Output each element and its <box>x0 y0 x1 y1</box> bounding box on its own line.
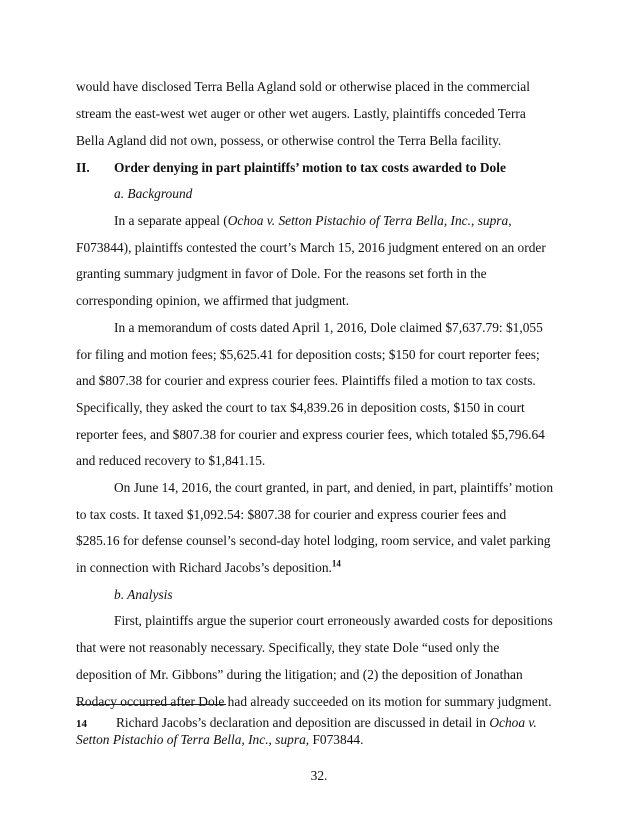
body-line: and $807.38 for courier and express courier fees. Plaintiffs filed a motion to tax costs. <box>76 373 536 388</box>
body-line: On June 14, 2016, the court granted, in part, and denied, in part, plaintiffs’ motion <box>114 480 554 495</box>
page-number: 32. <box>310 768 328 783</box>
body-line: Bella Agland did not own, possess, or otherwise control the Terra Bella facility. <box>76 133 502 148</box>
body-line: and reduced recovery to $1,841.15. <box>76 453 266 468</box>
body-line: $285.16 for defense counsel’s second-day hotel lodging, room service, and valet parking <box>76 533 551 548</box>
section-title: Order denying in part plaintiffs’ motion to tax costs awarded to Dole <box>114 160 506 175</box>
section-heading <box>76 160 566 176</box>
body-line: in connection with Richard Jacobs’s deposition.$^{14}$ <box>76 558 341 575</box>
section-number: II. <box>76 160 90 175</box>
footnote-line: 14 Richard Jacobs’s declaration and deposition are discussed in detail in Ochoa v. <box>76 715 537 730</box>
body-line: stream the east-west wet auger or other wet augers. Lastly, plaintiffs conceded Terra <box>76 106 526 121</box>
body-line: First, plaintiffs argue the superior court erroneously awarded costs for depositions <box>114 613 553 628</box>
body-line: granting summary judgment in favor of Dole. For the reasons set forth in the <box>76 266 487 281</box>
body-line: reporter fees, and $807.38 for courier and express courier fees, which totaled $5,796.64 <box>76 427 545 442</box>
subheading-background: a. Background <box>114 186 193 201</box>
body-line: In a separate appeal (Ochoa v. Setton Pistachio of Terra Bella, Inc., supra, <box>114 213 512 228</box>
body-line: that were not reasonably necessary. Specifically, they state Dole “used only the <box>76 640 500 655</box>
body-line: In a memorandum of costs dated April 1, 2016, Dole claimed $7,637.79: $1,055 <box>114 320 543 335</box>
body-line: to tax costs. It taxed $1,092.54: $807.38 for courier and express courier fees and <box>76 507 507 522</box>
body-line: deposition of Mr. Gibbons” during the litigation; and (2) the deposition of Jonathan <box>76 667 523 682</box>
footnote-reference: 14 <box>331 558 341 569</box>
body-line: F073844), plaintiffs contested the court’s March 15, 2016 judgment entered on an order <box>76 240 546 255</box>
body-line: corresponding opinion, we affirmed that judgment. <box>76 293 350 308</box>
body-line: for filing and motion fees; $5,625.41 for deposition costs; $150 for court reporter fees; <box>76 347 540 362</box>
footnote-mark: 14 <box>76 718 87 730</box>
body-line: Rodacy occurred after Dole had already succeeded on its motion for summary judgment. <box>76 694 552 709</box>
subheading-analysis: b. Analysis <box>114 587 173 602</box>
footnote-divider <box>76 704 226 705</box>
footnote-line: Setton Pistachio of Terra Bella, Inc., supra, F073844. <box>76 732 364 747</box>
body-line: Specifically, they asked the court to tax $4,839.26 in deposition costs, $150 in court <box>76 400 525 415</box>
body-line: would have disclosed Terra Bella Agland sold or otherwise placed in the commercial <box>76 79 530 94</box>
